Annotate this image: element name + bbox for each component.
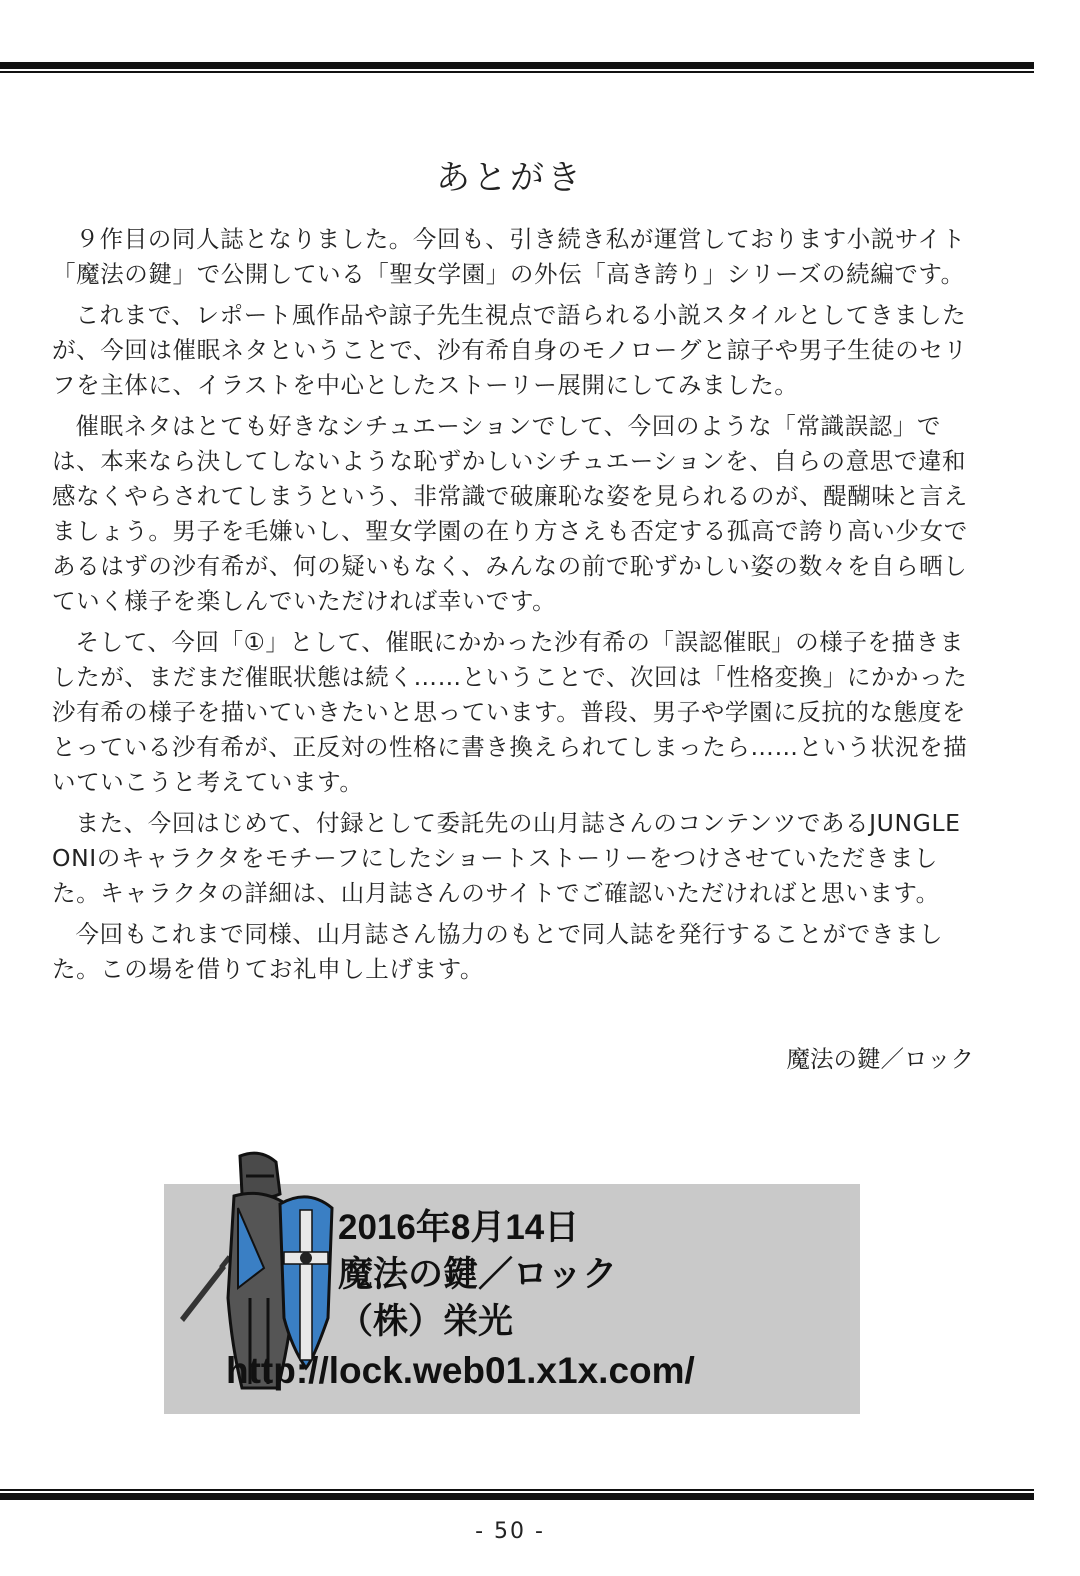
page-number: - 50 - bbox=[475, 1519, 545, 1544]
paragraph: 今回もこれまで同様、山月誌さん協力のもとで同人誌を発行することができました。この場を借りてお礼申し上げます。 bbox=[52, 920, 944, 983]
publication-date: 2016年8月14日 bbox=[338, 1208, 580, 1247]
top-rule bbox=[0, 62, 1034, 73]
circle-name: 魔法の鍵／ロック bbox=[338, 1255, 618, 1294]
printer-name: （株）栄光 bbox=[338, 1302, 514, 1341]
afterword-body bbox=[52, 222, 977, 993]
colophon-text bbox=[226, 1204, 695, 1394]
paragraph: これまで、レポート風作品や諒子先生視点で語られる小説スタイルとしてきましたが、今回は催眠ネタということで、沙有希自身のモノローグと諒子や男子生徒のセリフを主体に、イラストを中心としたストーリー展開にしてみました。 bbox=[52, 301, 968, 399]
paragraph: そして、今回「①」として、催眠にかかった沙有希の「誤認催眠」の様子を描きましたが、まだまだ催眠状態は続く……ということで、次回は「性格変換」にかかった沙有希の様子を描いていきたいと思っています。普段、男子や学園に反抗的な態度をとっている沙有希が、正反対の性格に書き換えられてしまったら……という状況を描いていこうと考えています。 bbox=[52, 628, 968, 796]
page-title: あとがき bbox=[436, 158, 584, 198]
paragraph: 催眠ネタはとても好きなシチュエーションでして、今回のような「常識誤認」では、本来なら決してしないような恥ずかしいシチュエーションを、自らの意思で違和感なくやらされてしまうという、非常識で破廉恥な姿を見られるのが、醍醐味と言えましょう。男子を毛嫌いし、聖女学園の在り方さえも否定する孤高で誇り高い少女であるはずの沙有希が、何の疑いもなく、みんなの前で恥ずかしい姿の数々を自ら晒していく様子を楽しんでいただければ幸いです。 bbox=[52, 412, 968, 615]
bottom-rule bbox=[0, 1489, 1034, 1500]
website-url: http://lock.web01.x1x.com/ bbox=[226, 1350, 695, 1391]
paragraph: ９作目の同人誌となりました。今回も、引き続き私が運営しております小説サイト「魔法の鍵」で公開している「聖女学園」の外伝「高き誇り」シリーズの続編です。 bbox=[52, 225, 966, 288]
author-signature: 魔法の鍵／ロック bbox=[786, 1045, 974, 1073]
paragraph: また、今回はじめて、付録として委託先の山月誌さんのコンテンツであるJUNGLE ONIのキャラクタをモチーフにしたショートストーリーをつけさせていただきました。キャラクタの詳細は、山月誌さんのサイトでご確認いただければと思います。 bbox=[52, 809, 961, 907]
